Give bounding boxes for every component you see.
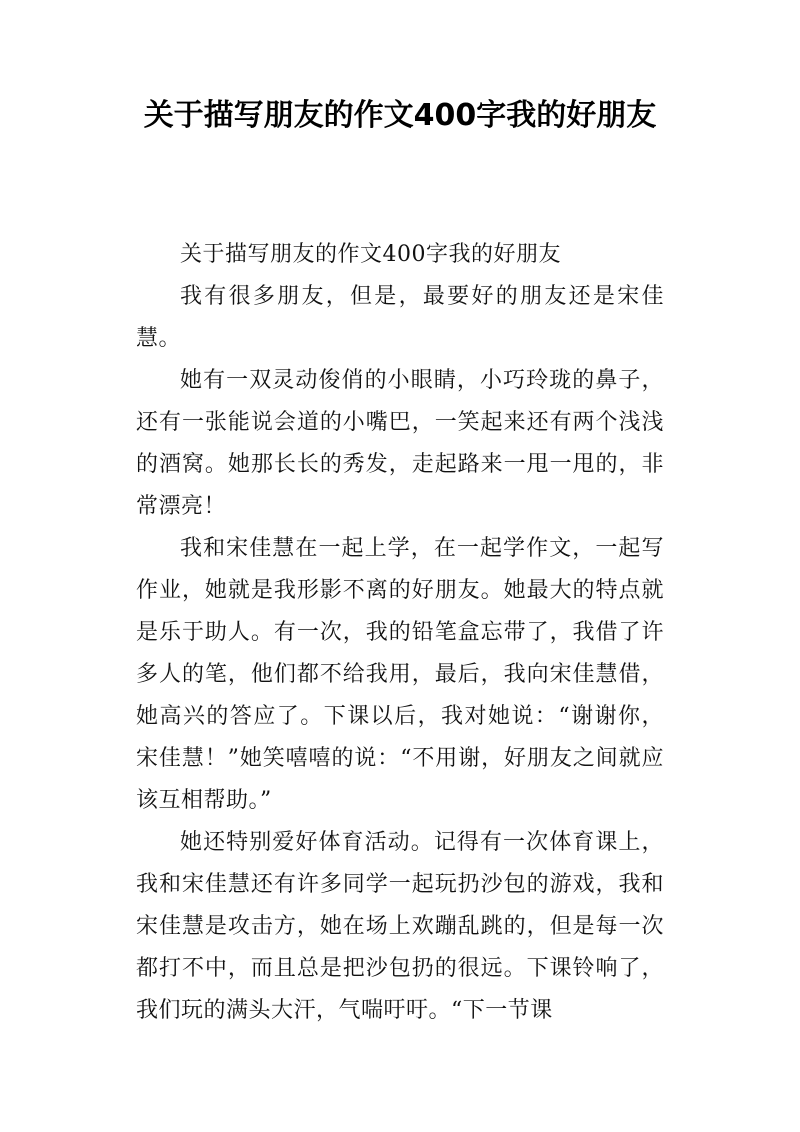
paragraph: 她还特别爱好体育活动。记得有一次体育课上，我和宋佳慧还有许多同学一起玩扔沙包的游戏，我和宋佳慧是攻击方，她在场上欢蹦乱跳的，但是每一次都打不中，而且总是把沙包扔的很远。下课铃响了，我们玩的满头大汗，气喘吁吁。“下一节课 bbox=[136, 830, 664, 1023]
paragraph: 她有一双灵动俊俏的小眼睛，小巧玲珑的鼻子，还有一张能说会道的小嘴巴，一笑起来还有两个浅浅的酒窝。她那长长的秀发，走起路来一甩一甩的，非常漂亮！ bbox=[136, 368, 664, 519]
paragraph: 我有很多朋友，但是，最要好的朋友还是宋佳慧。 bbox=[136, 284, 664, 351]
paragraph: 我和宋佳慧在一起上学，在一起学作文，一起写作业，她就是我形影不离的好朋友。她最大的特点就是乐于助人。有一次，我的铅笔盒忘带了，我借了许多人的笔，他们都不给我用，最后，我向宋佳慧借，她高兴的答应了。下课以后，我对她说：“谢谢你，宋佳慧！”她笑嘻嘻的说：“不用谢，好朋友之间就应该互相帮助。” bbox=[136, 536, 664, 813]
document-body bbox=[136, 234, 664, 1032]
document-title: 关于描写朋友的作文400字我的好朋友 bbox=[143, 98, 657, 133]
paragraph-heading: 关于描写朋友的作文400字我的好朋友 bbox=[180, 242, 561, 267]
